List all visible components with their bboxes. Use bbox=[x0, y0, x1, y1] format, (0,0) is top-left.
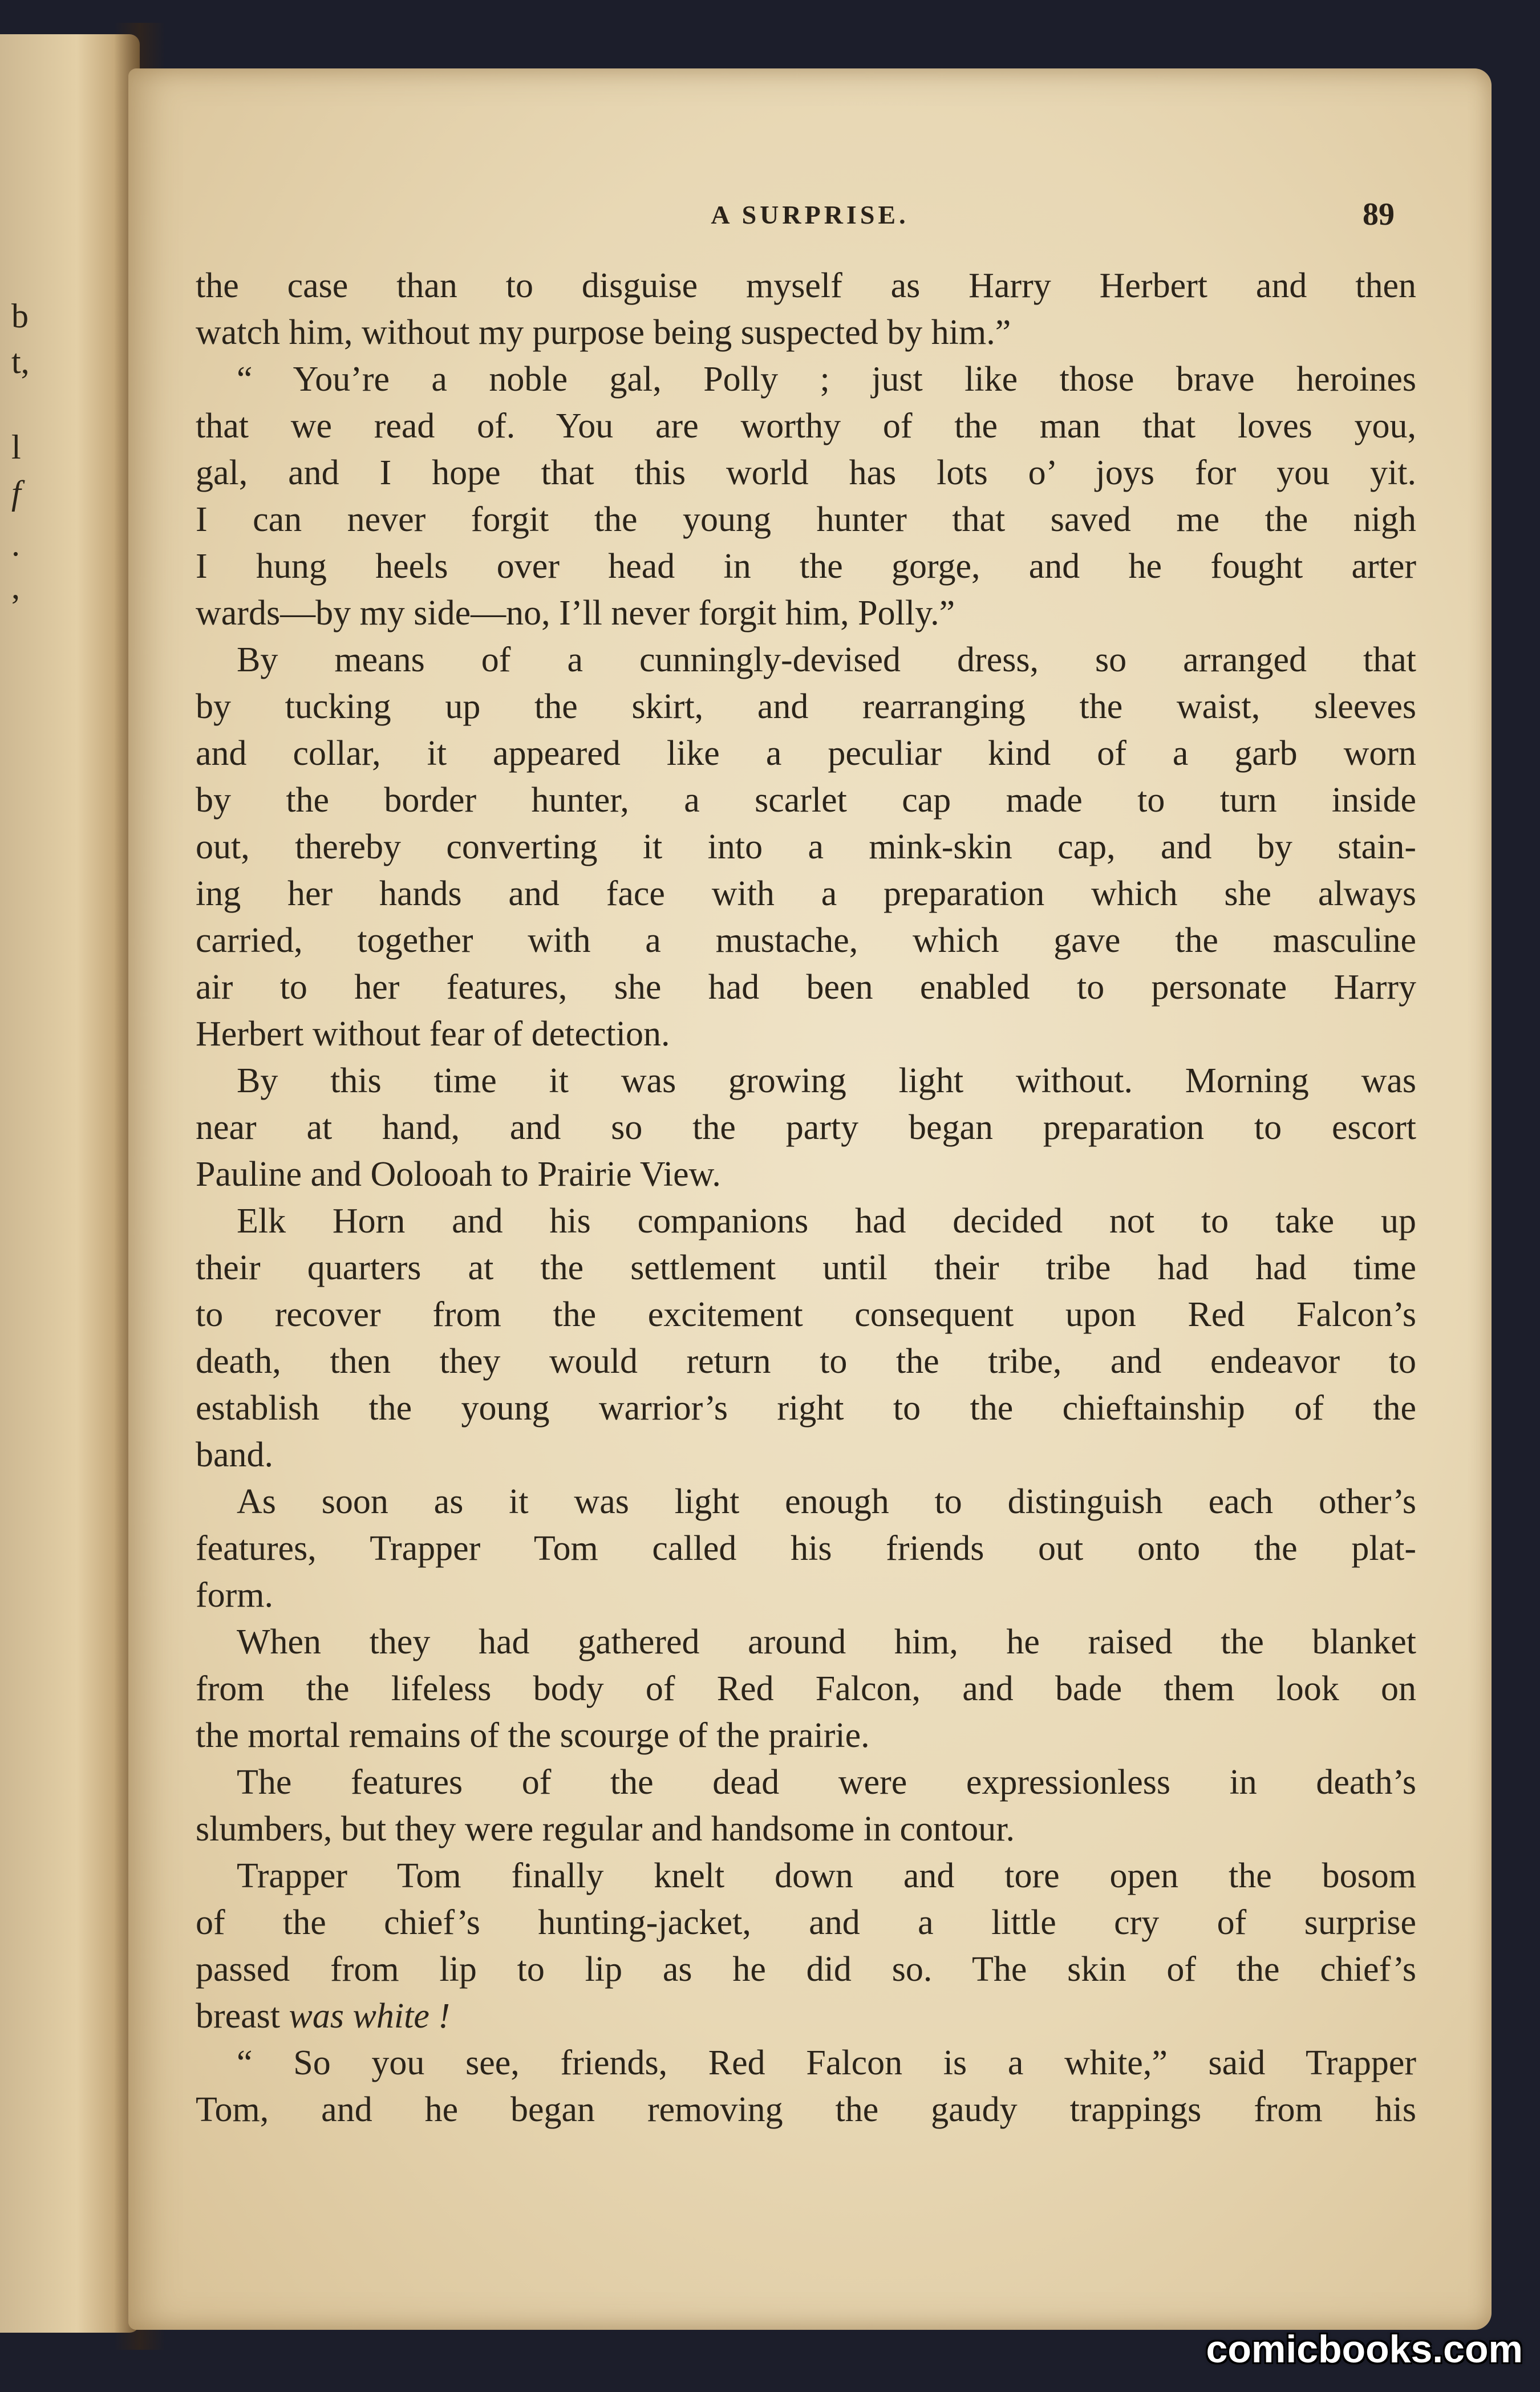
facing-page-fragment: t, bbox=[11, 343, 30, 380]
text-line bbox=[196, 1806, 1416, 1852]
text-line-content: to recover from the excitement consequent upon Red Falcon’s bbox=[196, 1295, 1416, 1334]
facing-page-fragment: l bbox=[11, 428, 21, 466]
text-line bbox=[196, 449, 1416, 496]
text-line-content: Elk Horn and his companions had decided not to take up bbox=[237, 1202, 1416, 1240]
text-line-content: By means of a cunningly-devised dress, so arranged that bbox=[237, 640, 1416, 679]
book-page bbox=[128, 68, 1492, 2330]
text-line-content: and collar, it appeared like a peculiar kind of a garb worn bbox=[196, 734, 1416, 773]
text-line bbox=[196, 1432, 1416, 1478]
text-line-content: As soon as it was light enough to distinguish each other’s bbox=[237, 1482, 1416, 1521]
text-line bbox=[196, 1946, 1416, 1993]
text-line-content: features, Trapper Tom called his friends out onto the plat- bbox=[196, 1529, 1416, 1568]
text-line bbox=[196, 496, 1416, 543]
text-line-content: “ You’re a noble gal, Polly ; just like those brave heroines bbox=[237, 360, 1416, 399]
text-line bbox=[196, 1852, 1416, 1899]
text-line bbox=[196, 1104, 1416, 1151]
text-line-content: The features of the dead were expressionless in death’s bbox=[237, 1763, 1416, 1802]
text-line bbox=[196, 1712, 1416, 1759]
text-line bbox=[196, 262, 1416, 309]
body-text bbox=[196, 262, 1416, 2133]
text-line bbox=[196, 1057, 1416, 1104]
text-line bbox=[196, 964, 1416, 1011]
text-line bbox=[196, 870, 1416, 917]
text-line bbox=[196, 1385, 1416, 1432]
text-line-content: watch him, without my purpose being suspected by him.” bbox=[196, 313, 1011, 352]
text-line bbox=[196, 1619, 1416, 1665]
running-title: A SURPRISE. bbox=[711, 200, 909, 229]
text-line bbox=[196, 1151, 1416, 1198]
text-line bbox=[196, 917, 1416, 964]
watermark: comicbooks.com bbox=[1206, 2328, 1523, 2371]
text-line-content: Herbert without fear of detection. bbox=[196, 1015, 670, 1053]
text-line bbox=[196, 543, 1416, 590]
text-line bbox=[196, 1011, 1416, 1057]
text-line bbox=[196, 777, 1416, 824]
text-line-content: Trapper Tom finally knelt down and tore open the bosom bbox=[237, 1856, 1416, 1895]
text-line bbox=[196, 1665, 1416, 1712]
text-line bbox=[196, 590, 1416, 636]
text-line bbox=[196, 683, 1416, 730]
text-line bbox=[196, 1244, 1416, 1291]
facing-page-fragment: . bbox=[11, 525, 20, 563]
text-line-content: by the border hunter, a scarlet cap made to turn inside bbox=[196, 781, 1416, 820]
text-line bbox=[196, 1525, 1416, 1572]
text-line bbox=[196, 636, 1416, 683]
text-line bbox=[196, 2086, 1416, 2133]
text-line bbox=[196, 1198, 1416, 1244]
text-line bbox=[196, 1759, 1416, 1806]
text-line bbox=[196, 1572, 1416, 1619]
text-line bbox=[196, 1899, 1416, 1946]
text-line-content: the case than to disguise myself as Harry Herbert and then bbox=[196, 266, 1416, 305]
text-line bbox=[196, 2040, 1416, 2086]
text-line-content: wards—by my side—no, I’ll never forgit him, Polly.” bbox=[196, 594, 955, 633]
text-line-content: I hung heels over head in the gorge, and he fought arter bbox=[196, 547, 1416, 586]
text-line-content: slumbers, but they were regular and handsome in contour. bbox=[196, 1810, 1015, 1848]
text-line-content: By this time it was growing light without. Morning was bbox=[237, 1061, 1416, 1100]
facing-page-fragment: , bbox=[11, 568, 20, 606]
text-line-content: carried, together with a mustache, which gave the masculine bbox=[196, 921, 1416, 960]
text-line-content: establish the young warrior’s right to the chieftainship of the bbox=[196, 1389, 1416, 1428]
page-header bbox=[185, 197, 1434, 240]
text-line bbox=[196, 1478, 1416, 1525]
text-line-content: air to her features, she had been enabled to personate Harry bbox=[196, 968, 1416, 1007]
text-line-content: Tom, and he began removing the gaudy trappings from his bbox=[196, 2090, 1416, 2129]
text-line bbox=[196, 1993, 1416, 2040]
text-line-content: from the lifeless body of Red Falcon, and bade them look on bbox=[196, 1669, 1416, 1708]
text-line-content: Pauline and Oolooah to Prairie View. bbox=[196, 1155, 721, 1194]
text-line-content: I can never forgit the young hunter that saved me the nigh bbox=[196, 500, 1416, 539]
text-line-content: gal, and I hope that this world has lots o’ joys for you yit. bbox=[196, 453, 1416, 492]
text-line-content: form. bbox=[196, 1576, 274, 1615]
text-line bbox=[196, 309, 1416, 356]
text-line bbox=[196, 1338, 1416, 1385]
text-line-content: their quarters at the settlement until their tribe had had time bbox=[196, 1248, 1416, 1287]
text-line-content: the mortal remains of the scourge of the prairie. bbox=[196, 1716, 870, 1755]
text-line-content: death, then they would return to the tribe, and endeavor to bbox=[196, 1342, 1416, 1381]
text-line bbox=[196, 1291, 1416, 1338]
text-line-content: that we read of. You are worthy of the man that loves you, bbox=[196, 407, 1416, 445]
text-line-content: by tucking up the skirt, and rearranging the waist, sleeves bbox=[196, 687, 1416, 726]
text-line-content: passed from lip to lip as he did so. The skin of the chief’s bbox=[196, 1950, 1416, 1989]
facing-page-fragment: b bbox=[11, 297, 29, 335]
text-line bbox=[196, 356, 1416, 403]
text-line-content: When they had gathered around him, he raised the blanket bbox=[237, 1623, 1416, 1661]
emphasis-text: was white ! bbox=[289, 1997, 450, 2036]
text-line-content: “ So you see, friends, Red Falcon is a white,” said Trapper bbox=[237, 2044, 1416, 2082]
text-line-content: breast bbox=[196, 1997, 289, 2036]
text-line-content: out, thereby converting it into a mink-skin cap, and by stain- bbox=[196, 828, 1416, 866]
text-line bbox=[196, 403, 1416, 449]
text-line bbox=[196, 824, 1416, 870]
facing-page-fragment: f bbox=[11, 474, 21, 512]
page-number: 89 bbox=[1363, 197, 1395, 232]
text-line-content: near at hand, and so the party began preparation to escort bbox=[196, 1108, 1416, 1147]
text-line-content: of the chief’s hunting-jacket, and a little cry of surprise bbox=[196, 1903, 1416, 1942]
text-line bbox=[196, 730, 1416, 777]
text-line-content: ing her hands and face with a preparation which she always bbox=[196, 874, 1416, 913]
text-line-content: band. bbox=[196, 1436, 274, 1474]
